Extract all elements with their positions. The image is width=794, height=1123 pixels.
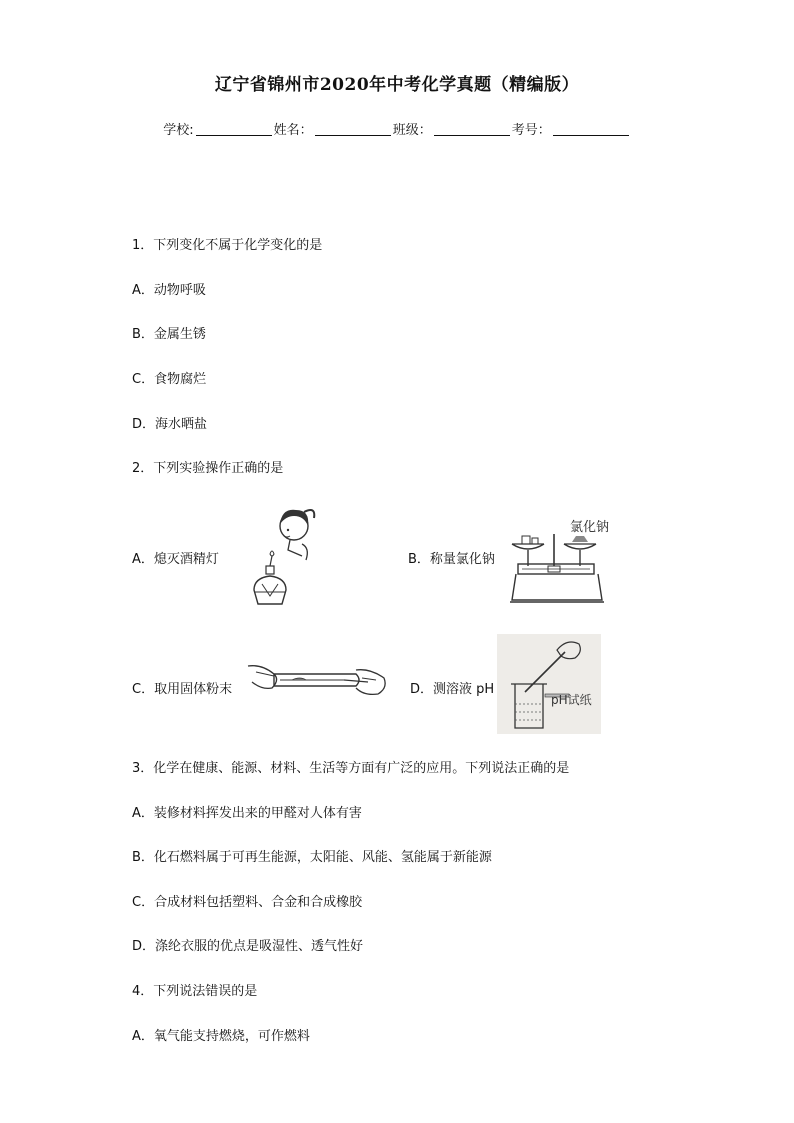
question-2-option-b[interactable]: B．称量氯化钠	[408, 552, 495, 567]
exam-no-label: 考号：	[511, 123, 551, 138]
question-4-stem: 4．下列说法错误的是	[132, 984, 258, 999]
question-1-stem: 1．下列变化不属于化学变化的是	[132, 238, 323, 253]
question-2-option-c[interactable]: C．取用固体粉末	[132, 682, 233, 697]
name-blank[interactable]	[315, 121, 391, 136]
school-blank[interactable]	[196, 121, 272, 136]
exam-no-blank[interactable]	[553, 121, 629, 136]
question-1-option-d[interactable]: D．海水晒盐	[132, 417, 208, 432]
question-3-option-b[interactable]: B．化石燃料属于可再生能源，太阳能、风能、氢能属于新能源	[132, 850, 492, 865]
question-3-stem: 3．化学在健康、能源、材料、生活等方面有广泛的应用。下列说法正确的是	[132, 761, 570, 776]
school-label: 学校:	[163, 123, 194, 138]
class-label: 班级：	[392, 123, 432, 138]
student-info-line	[0, 119, 794, 138]
test-tube-powder-figure	[244, 660, 392, 702]
ph-test-figure	[497, 634, 601, 734]
question-1-option-c[interactable]: C．食物腐烂	[132, 372, 207, 387]
question-2-option-a[interactable]: A．熄灭酒精灯	[132, 552, 219, 567]
question-4-option-a[interactable]: A．氧气能支持燃烧，可作燃料	[132, 1029, 310, 1044]
question-2-option-d[interactable]: D．测溶液 pH	[410, 682, 495, 697]
balance-scale-figure	[508, 514, 618, 606]
class-blank[interactable]	[434, 121, 510, 136]
question-3-option-c[interactable]: C．合成材料包括塑料、合金和合成橡胶	[132, 895, 363, 910]
page-title: 辽宁省锦州市2020年中考化学真题（精编版）	[214, 75, 580, 95]
question-3-option-d[interactable]: D．涤纶衣服的优点是吸湿性、透气性好	[132, 939, 364, 954]
question-1-option-a[interactable]: A．动物呼吸	[132, 283, 206, 298]
name-label: 姓名：	[273, 123, 313, 138]
alcohol-lamp-blowing-figure	[244, 504, 324, 606]
question-3-option-a[interactable]: A．装修材料挥发出来的甲醛对人体有害	[132, 806, 362, 821]
ph-paper-label: pH试纸	[551, 693, 592, 707]
question-1-option-b[interactable]: B．金属生锈	[132, 327, 206, 342]
sodium-chloride-label: 氯化钠	[570, 520, 610, 535]
question-2-stem: 2．下列实验操作正确的是	[132, 461, 284, 476]
